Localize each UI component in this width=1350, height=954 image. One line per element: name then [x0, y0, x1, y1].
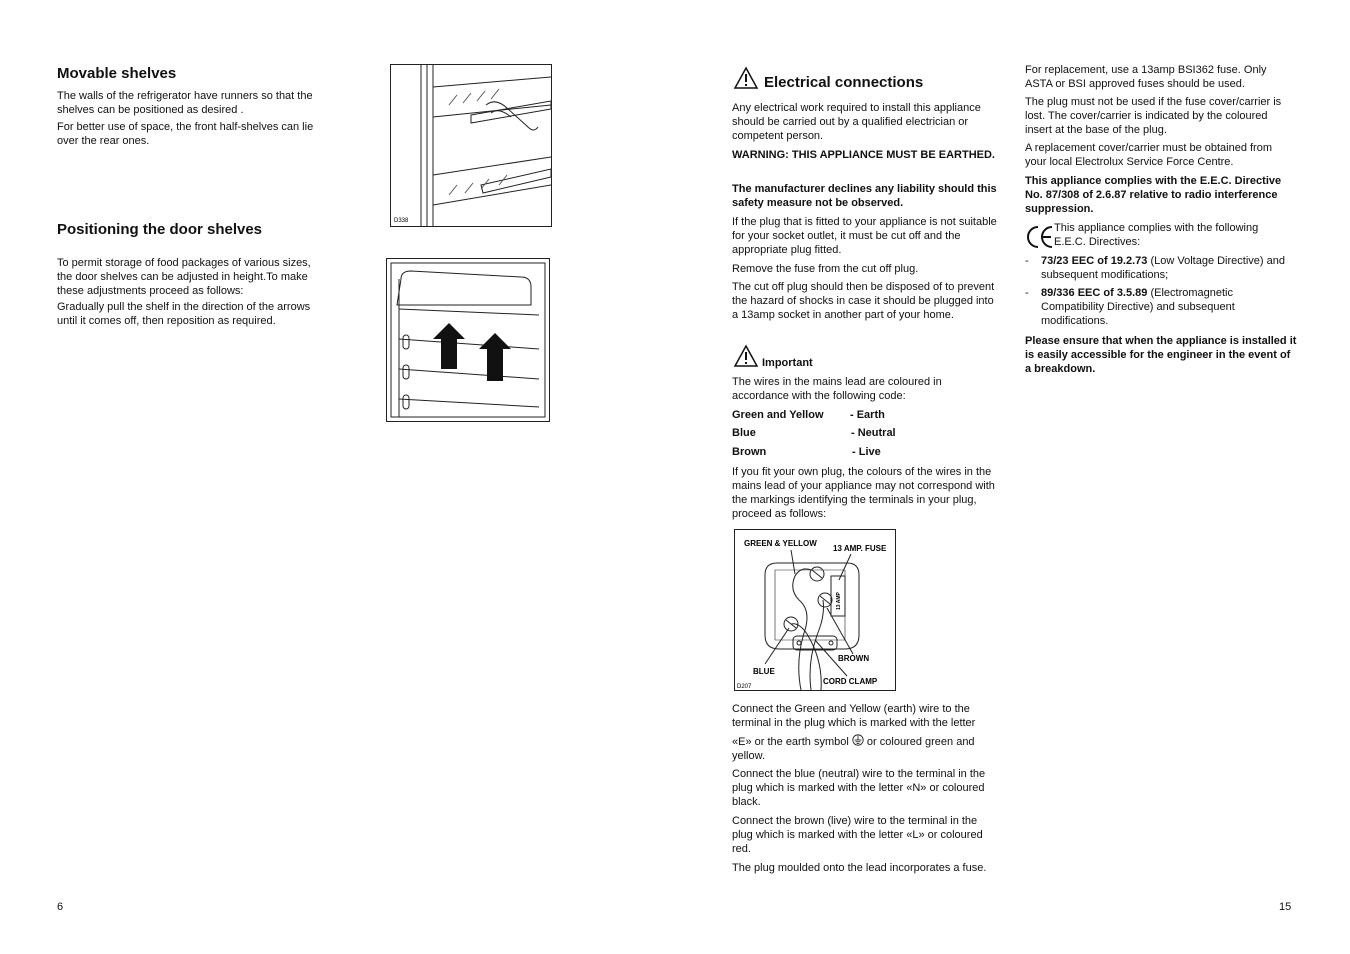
label-blue: BLUE: [753, 667, 775, 676]
arrow-up-icon: [433, 323, 465, 369]
directive-description: (Electromagnetic Compatibility Directive) and subsequent modifications.: [1041, 287, 1235, 327]
liability-notice: The manufacturer declines any liability should this safety measure not be observed.: [732, 183, 997, 209]
earth-text-before: «E» or the earth symbol: [732, 736, 849, 748]
directive-code: 73/23 EEC of 19.2.73: [1041, 255, 1148, 267]
connect-green-yellow-text: Connect the Green and Yellow (earth) wire to the terminal in the plug which is marked with the letter: [732, 703, 976, 729]
fuse-cover-text: The plug must not be used if the fuse cover/carrier is lost. The cover/carrier is indicated by the coloured insert at the base of the plug.: [1025, 96, 1282, 136]
directive-list: [1025, 254, 1295, 332]
directive-item: [1025, 286, 1295, 328]
ce-compliance-text: This appliance complies with the following E.E.C. Directives:: [1054, 222, 1259, 248]
warning-triangle-icon: [733, 66, 763, 90]
plug-wiring-diagram: [734, 529, 896, 691]
earthed-warning: WARNING: THIS APPLIANCE MUST BE EARTHED.: [732, 149, 995, 161]
wire-meaning: - Live: [852, 446, 881, 458]
earth-symbol-text: [732, 734, 997, 763]
page-number-left: 6: [57, 901, 64, 913]
figure-code-d338: D338: [394, 218, 409, 224]
electrical-text-2: If the plug that is fitted to your appliance is not suitable for your socket outlet, it must be cut off and the appropriate plug fitted.: [732, 216, 997, 256]
wire-colour: Green and Yellow: [732, 409, 824, 421]
electrical-text-6: If you fit your own plug, the colours of the wires in the mains lead of your appliance may not correspond with the markings identifying the terminals in your plug, proceed as follows:: [732, 466, 995, 520]
movable-shelves-text-1: The walls of the refrigerator have runners so that the shelves can be positioned as desired .: [57, 90, 313, 116]
label-cord-clamp: CORD CLAMP: [823, 677, 878, 686]
shelf-illustration: [390, 64, 552, 227]
label-green-yellow: GREEN & YELLOW: [744, 539, 817, 548]
warning-triangle-icon: [733, 344, 759, 368]
earth-symbol-icon: [852, 734, 864, 746]
eec-directive-text: This appliance complies with the E.E.C. Directive No. 87/308 of 2.6.87 relative to radio interference suppression.: [1025, 175, 1282, 215]
ce-mark-icon: [1025, 223, 1055, 251]
electrical-text-4: The cut off plug should then be disposed of to prevent the hazard of shocks in case it should be plugged into a 13amp socket in another part of your home.: [732, 281, 995, 321]
wire-code-row: [732, 409, 824, 421]
moulded-fuse-text: The plug moulded onto the lead incorporates a fuse.: [732, 862, 987, 874]
wire-colour: Blue: [732, 427, 756, 439]
fuse-replacement-text: For replacement, use a 13amp BSI362 fuse. Only ASTA or BSI approved fuses should be used.: [1025, 64, 1267, 90]
door-shelves-text-1: To permit storage of food packages of various sizes, the door shelves can be adjusted in height.To make these adjustments proceed as follows:: [57, 257, 311, 297]
electrical-text-1: Any electrical work required to install this appliance should be carried out by a qualified electrician or competent person.: [732, 102, 981, 142]
accessibility-notice: Please ensure that when the appliance is installed it is easily accessible for the engineer in the event of a breakdown.: [1025, 335, 1297, 375]
replacement-cover-text: A replacement cover/carrier must be obtained from your local Electrolux Service Force Centre.: [1025, 142, 1273, 168]
label-13-amp-fuse: 13 AMP. FUSE: [833, 544, 887, 553]
wire-meaning: - Earth: [850, 409, 885, 421]
door-shelves-heading: Positioning the door shelves: [57, 221, 263, 238]
wires-intro: The wires in the mains lead are coloured in accordance with the following code:: [732, 376, 942, 402]
door-shelf-drawing: [387, 259, 549, 421]
earth-text-after: or coloured green and yellow.: [732, 736, 975, 762]
electrical-connections-heading: Electrical connections: [764, 74, 924, 91]
plug-drawing: [735, 530, 895, 690]
wire-colour: Brown: [732, 446, 767, 458]
connect-brown-text: Connect the brown (live) wire to the terminal in the plug which is marked with the letter «L» or coloured red.: [732, 815, 983, 855]
electrical-text-3: Remove the fuse from the cut off plug.: [732, 263, 919, 275]
important-heading: Important: [762, 357, 813, 369]
directive-code: 89/336 EEC of 3.5.89: [1041, 287, 1148, 299]
shelf-drawing: [391, 65, 551, 226]
arrow-up-icon: [479, 333, 511, 381]
wire-meaning: - Neutral: [851, 427, 896, 439]
movable-shelves-heading: Movable shelves: [57, 65, 177, 82]
movable-shelves-text-2: For better use of space, the front half-shelves can lie over the rear ones.: [57, 121, 314, 147]
directive-item: [1025, 254, 1295, 282]
page-number-right: 15: [1279, 901, 1292, 913]
door-shelves-text-2: Gradually pull the shelf in the direction of the arrows until it comes off, then reposition as required.: [57, 301, 311, 327]
figure-code-d207: D207: [737, 684, 752, 690]
list-dash: -: [1025, 255, 1029, 267]
door-shelf-illustration: [386, 258, 550, 422]
label-brown: BROWN: [838, 654, 870, 663]
directive-description: (Low Voltage Directive) and subsequent modifications;: [1041, 255, 1285, 281]
list-dash: -: [1025, 287, 1029, 299]
label-fuse-body: 13 AMP: [836, 592, 842, 610]
connect-blue-text: Connect the blue (neutral) wire to the terminal in the plug which is marked with the letter «N» or coloured black.: [732, 768, 986, 808]
